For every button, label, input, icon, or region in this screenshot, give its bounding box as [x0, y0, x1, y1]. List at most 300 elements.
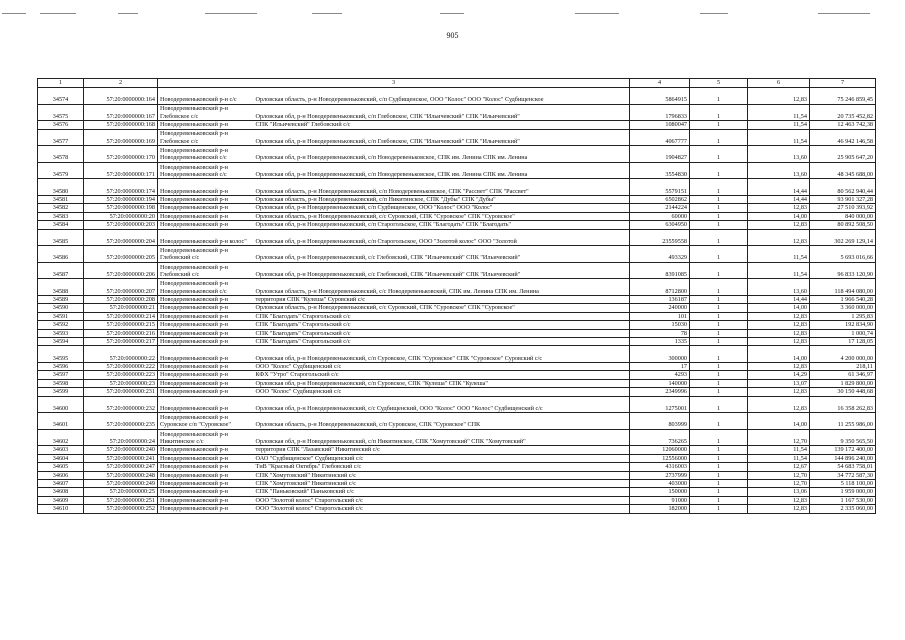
- location-cell: [158, 162, 630, 179]
- area-value: 12060000: [630, 446, 690, 454]
- location-cell: [158, 321, 630, 329]
- unit-price: 13,60: [748, 279, 810, 296]
- quantity-value: 1: [690, 295, 748, 303]
- area-value: 240000: [630, 304, 690, 312]
- unit-price: 12,83: [748, 338, 810, 346]
- area-value: 5579151: [630, 179, 690, 196]
- row-number: 34580: [38, 179, 84, 196]
- location-cell: [158, 346, 630, 363]
- table-row: [38, 88, 876, 105]
- area-value: 78: [630, 329, 690, 337]
- cadastral-number: 57:20:0000000:240: [84, 446, 158, 454]
- column-header: 2: [84, 79, 158, 88]
- district-text: Новодеревеньковский р-н: [160, 338, 228, 345]
- scan-artifact-line: [0, 13, 905, 17]
- area-value: 1275001: [630, 396, 690, 413]
- address-text: Орловская область, р-н Новодеревеньковский, с/п Новодеревеньковское, СПК "Рассвет" СПК "Рассвет": [255, 187, 529, 195]
- location-cell: [158, 388, 630, 396]
- table-row: [38, 488, 876, 496]
- row-number: 34583: [38, 212, 84, 220]
- row-number: 34588: [38, 279, 84, 296]
- area-value: 4316003: [630, 463, 690, 471]
- district-text: Новодеревеньковский р-н: [160, 388, 228, 396]
- area-value: 300000: [630, 346, 690, 363]
- area-value: 15030: [630, 321, 690, 329]
- total-value: 25 905 647,20: [810, 146, 876, 163]
- quantity-value: 1: [690, 195, 748, 203]
- location-cell: [158, 295, 630, 303]
- total-value: 218,11: [810, 363, 876, 371]
- row-number: 34585: [38, 229, 84, 246]
- total-value: 144 896 240,00: [810, 454, 876, 462]
- area-value: 140000: [630, 379, 690, 387]
- district-text: Новодеревеньковский р-н: [160, 212, 228, 220]
- address-text: Орловская обл, р-н Новодеревеньковский, с/п Новодеревеньковское, СПК им. Ленина СПК им. Ленина: [255, 170, 528, 178]
- total-value: 48 345 688,00: [810, 162, 876, 179]
- total-value: 1 829 800,00: [810, 379, 876, 387]
- cadastral-number: 57:20:0000000:171: [84, 162, 158, 179]
- location-cell: [158, 505, 630, 513]
- district-text: Новодеревеньковский р-н: [160, 379, 228, 387]
- row-number: 34597: [38, 371, 84, 379]
- table-row: [38, 363, 876, 371]
- quantity-value: 1: [690, 212, 748, 220]
- table-row: [38, 463, 876, 471]
- quantity-value: 1: [690, 429, 748, 446]
- district-text: Новодеревеньковский р-н: [160, 195, 228, 203]
- total-value: 75 246 859,45: [810, 88, 876, 105]
- unit-price: 12,83: [748, 496, 810, 504]
- address-text: Орловская область, р-н Новодеревеньковский, с/п Судбищенское, ООО "Колос" ООО "Колос" Судбищенское: [255, 96, 544, 104]
- area-value: 150000: [630, 488, 690, 496]
- cadastral-number: 57:20:0000000:235: [84, 413, 158, 430]
- table-row: [38, 429, 876, 446]
- row-number: 34599: [38, 388, 84, 396]
- total-value: 11 255 986,00: [810, 413, 876, 430]
- address-text: Орловская обл, р-н Новодеревеньковский, с/п Старогольское, СПК "Благодать" СПК "Благодать": [255, 221, 511, 229]
- location-cell: [158, 471, 630, 479]
- location-cell: [158, 396, 630, 413]
- address-text: СПК "Ильичевский" Глебовский с/с: [255, 121, 351, 129]
- address-text: Орловская обл, р-н Новодеревеньковский, с/п Глебовское, СПК "Ильичевский" СПК "Ильичевский": [255, 137, 520, 145]
- cadastral-number: 57:20:0000000:22: [84, 346, 158, 363]
- quantity-value: 1: [690, 505, 748, 513]
- row-number: 34591: [38, 312, 84, 320]
- total-value: 840 000,00: [810, 212, 876, 220]
- location-cell: [158, 363, 630, 371]
- area-value: 803999: [630, 413, 690, 430]
- quantity-value: 1: [690, 371, 748, 379]
- row-number: 34608: [38, 488, 84, 496]
- address-text: Орловская обл, р-н Новодеревеньковский, с/п Суровское, СПК "Суровское" СПК "Суровское" Суровский с/с: [255, 354, 543, 362]
- table-row: [38, 388, 876, 396]
- district-text: Новодеревеньковский р-н: [160, 295, 228, 303]
- district-text: Новодеревеньковский р-н Новодеревеньковский с/с: [160, 280, 228, 295]
- table-row: [38, 179, 876, 196]
- quantity-value: 1: [690, 129, 748, 146]
- address-text: ООО "Колос" Судбищенский с/с: [255, 363, 342, 370]
- address-text: Орловская область, р-н Новодеревеньковский, с/с Суровский, СПК "Суровское" СПК "Суровское": [255, 212, 515, 220]
- row-number: 34593: [38, 329, 84, 337]
- address-text: Орловская обл, р-н Новодеревеньковский, с/п Старогольское, ООО "Золотой колос" ООО "Золотой: [255, 237, 517, 245]
- unit-price: 11,54: [748, 104, 810, 121]
- unit-price: 12,67: [748, 463, 810, 471]
- unit-price: 12,83: [748, 505, 810, 513]
- area-value: 5864915: [630, 88, 690, 105]
- total-value: 80 892 508,50: [810, 221, 876, 229]
- quantity-value: 1: [690, 204, 748, 212]
- address-text: Орловская обл, р-н Новодеревеньковский, с/п Судбищенское, ООО "Колос" ООО "Колос": [255, 204, 493, 212]
- district-text: Новодеревеньковский р-н: [160, 404, 228, 412]
- table-row: [38, 129, 876, 146]
- location-cell: [158, 329, 630, 337]
- total-value: 1 000,74: [810, 329, 876, 337]
- table-row: [38, 146, 876, 163]
- total-value: 1 959 000,00: [810, 488, 876, 496]
- cadastral-number: 57:20:0000000:203: [84, 221, 158, 229]
- address-text: СПК "Благодать" Старогольский с/с: [255, 321, 351, 329]
- table-row: [38, 329, 876, 337]
- quantity-value: 1: [690, 388, 748, 396]
- row-number: 34596: [38, 363, 84, 371]
- district-text: Новодеревеньковский р-н Суровское с/п "Суровское": [160, 414, 231, 429]
- address-text: ООО "Золотой колос" Старогольский с/с: [255, 505, 363, 513]
- address-text: Орловская обл, р-н Новодеревеньковский, с/п Новодеревеньковское, СПК им. Ленина СПК им. Ленина: [255, 154, 528, 162]
- unit-price: 12,83: [748, 396, 810, 413]
- district-text: Новодеревеньковский р-н: [160, 304, 228, 312]
- location-cell: [158, 104, 630, 121]
- quantity-value: 1: [690, 471, 748, 479]
- table-row: [38, 221, 876, 229]
- column-header: 3: [158, 79, 630, 88]
- row-number: 34594: [38, 338, 84, 346]
- row-number: 34578: [38, 146, 84, 163]
- cadastral-number: 57:20:0000000:20: [84, 212, 158, 220]
- cadastral-number: 57:20:0000000:25: [84, 488, 158, 496]
- table-row: [38, 312, 876, 320]
- table-row: [38, 162, 876, 179]
- cadastral-number: 57:20:0000000:24: [84, 429, 158, 446]
- row-number: 34581: [38, 195, 84, 203]
- cadastral-number: 57:20:0000000:223: [84, 371, 158, 379]
- row-number: 34601: [38, 413, 84, 430]
- location-cell: [158, 204, 630, 212]
- location-cell: [158, 212, 630, 220]
- district-text: Новодеревеньковский р-н: [160, 496, 228, 504]
- row-number: 34607: [38, 480, 84, 488]
- area-value: 8712800: [630, 279, 690, 296]
- district-text: Новодеревеньковский р-н: [160, 371, 228, 379]
- district-text: Новодеревеньковский р-н Глебовский с/с: [160, 263, 228, 278]
- address-text: Орловская обл, р-н Новодеревеньковский, с/с Судбищенский, ООО "Колос" ООО "Колос" Судбищенский с/с: [255, 404, 543, 412]
- quantity-value: 1: [690, 104, 748, 121]
- area-value: 3554830: [630, 162, 690, 179]
- unit-price: 12,83: [748, 388, 810, 396]
- cadastral-number: 57:20:0000000:222: [84, 363, 158, 371]
- table-row: [38, 295, 876, 303]
- address-text: Орловская обл, р-н Новодеревеньковский, с/п Суровское, СПК "Кулеша" СПК "Кулеша": [255, 379, 488, 387]
- table-row: [38, 454, 876, 462]
- area-value: 1796833: [630, 104, 690, 121]
- unit-price: 11,54: [748, 262, 810, 279]
- address-text: Орловская область, р-н Новодеревеньковский, с/п Никитинское, СПК "Дубы" СПК "Дубы": [255, 195, 496, 203]
- row-number: 34587: [38, 262, 84, 279]
- total-value: 192 834,90: [810, 321, 876, 329]
- quantity-value: 1: [690, 246, 748, 263]
- area-value: 1335: [630, 338, 690, 346]
- column-header: 6: [748, 79, 810, 88]
- unit-price: 14,00: [748, 212, 810, 220]
- table-row: [38, 480, 876, 488]
- address-text: ООО "Золотой колос" Старогольский с/с: [255, 496, 363, 504]
- location-cell: [158, 121, 630, 129]
- total-value: 118 494 080,00: [810, 279, 876, 296]
- cadastral-number: 57:20:0000000:206: [84, 262, 158, 279]
- cadastral-number: 57:20:0000000:174: [84, 179, 158, 196]
- location-cell: [158, 446, 630, 454]
- address-text: Орловская область, р-н Новодеревеньковский, с/с Суровский, СПК "Суровское" СПК "Суровское": [255, 304, 515, 312]
- column-header: 1: [38, 79, 84, 88]
- unit-price: 12,70: [748, 471, 810, 479]
- table-row: [38, 212, 876, 220]
- unit-price: 11,54: [748, 129, 810, 146]
- quantity-value: 1: [690, 446, 748, 454]
- unit-price: 12,70: [748, 480, 810, 488]
- cadastral-number: 57:20:0000000:167: [84, 104, 158, 121]
- row-number: 34603: [38, 446, 84, 454]
- address-text: Орловская область, р-н Новодеревеньковский, с/с Новодеревеньковский, СПК им. Ленина СПК им. Ленина: [255, 287, 539, 295]
- unit-price: 13,06: [748, 488, 810, 496]
- table-row: [38, 246, 876, 263]
- address-text: ТнВ "Красный Октябрь" Глебовский с/с: [255, 463, 362, 471]
- location-cell: [158, 262, 630, 279]
- area-value: 6304950: [630, 221, 690, 229]
- row-number: 34575: [38, 104, 84, 121]
- cadastral-number: 57:20:0000000:170: [84, 146, 158, 163]
- district-text: Новодеревеньковский р-н: [160, 363, 228, 370]
- cadastral-number: 57:20:0000000:205: [84, 246, 158, 263]
- cadastral-number: 57:20:0000000:248: [84, 471, 158, 479]
- quantity-value: 1: [690, 379, 748, 387]
- cadastral-number: 57:20:0000000:232: [84, 396, 158, 413]
- row-number: 34610: [38, 505, 84, 513]
- quantity-value: 1: [690, 312, 748, 320]
- district-text: Новодеревеньковский р-н Глебовское с/с: [160, 130, 228, 145]
- quantity-value: 1: [690, 221, 748, 229]
- total-value: 139 172 400,00: [810, 446, 876, 454]
- address-text: Орловская обл, р-н Новодеревеньковский, с/п Никитинское, СПК "Хомутовский" СПК "Хомутовский": [255, 438, 526, 445]
- address-text: территория СПК "Лазавский" Никитинский с/с: [255, 446, 380, 454]
- address-text: КФХ "Утро" Старогольский с/с: [255, 371, 339, 379]
- unit-price: 14,00: [748, 413, 810, 430]
- location-cell: [158, 429, 630, 446]
- total-value: 54 683 758,01: [810, 463, 876, 471]
- cadastral-number: 57:20:0000000:249: [84, 480, 158, 488]
- quantity-value: 1: [690, 363, 748, 371]
- area-value: 91000: [630, 496, 690, 504]
- address-text: территория СПК "Кулеша" Суровский с/с: [255, 295, 365, 303]
- quantity-value: 1: [690, 262, 748, 279]
- table-row: [38, 338, 876, 346]
- unit-price: 14,29: [748, 371, 810, 379]
- address-text: СПК "Хомутовский" Никитинский с/с: [255, 480, 357, 488]
- unit-price: 11,54: [748, 446, 810, 454]
- total-value: 4 200 000,00: [810, 346, 876, 363]
- unit-price: 12,83: [748, 312, 810, 320]
- location-cell: [158, 338, 630, 346]
- district-text: Новодеревеньковский р-н колос": [160, 237, 247, 245]
- location-cell: [158, 304, 630, 312]
- cadastral-number: 57:20:0000000:231: [84, 388, 158, 396]
- area-value: 493329: [630, 246, 690, 263]
- district-text: Новодеревеньковский р-н: [160, 204, 228, 212]
- unit-price: 14,44: [748, 195, 810, 203]
- district-text: Новодеревеньковский р-н: [160, 446, 228, 454]
- area-value: 2737999: [630, 471, 690, 479]
- area-value: 23559558: [630, 229, 690, 246]
- unit-price: 14,44: [748, 295, 810, 303]
- address-text: Орловская обл, р-н Новодеревеньковский, с/п Глебовское, СПК "Ильичевский" СПК "Ильичевский": [255, 112, 520, 120]
- district-text: Новодеревеньковский р-н: [160, 354, 228, 362]
- district-text: Новодеревеньковский р-н: [160, 463, 228, 471]
- quantity-value: 1: [690, 496, 748, 504]
- cadastral-number: 57:20:0000000:169: [84, 129, 158, 146]
- column-header: 4: [630, 79, 690, 88]
- district-text: Новодеревеньковский р-н Глебовский с/с: [160, 246, 228, 262]
- table-row: [38, 262, 876, 279]
- table-row: [38, 321, 876, 329]
- location-cell: [158, 480, 630, 488]
- cadastral-number: 57:20:0000000:164: [84, 88, 158, 105]
- unit-price: 12,83: [748, 88, 810, 105]
- table-row: [38, 413, 876, 430]
- address-text: ООО "Колос" Судбищенский с/с: [255, 388, 342, 396]
- area-value: 136187: [630, 295, 690, 303]
- total-value: 93 901 327,28: [810, 195, 876, 203]
- location-cell: [158, 229, 630, 246]
- cadastral-number: 57:20:0000000:194: [84, 195, 158, 203]
- cadastral-number: 57:20:0000000:214: [84, 312, 158, 320]
- table-row: [38, 371, 876, 379]
- unit-price: 11,54: [748, 454, 810, 462]
- quantity-value: 1: [690, 488, 748, 496]
- row-number: 34604: [38, 454, 84, 462]
- total-value: 96 833 120,90: [810, 262, 876, 279]
- quantity-value: 1: [690, 338, 748, 346]
- area-value: 2349996: [630, 388, 690, 396]
- district-text: Новодеревеньковский р-н: [160, 454, 228, 462]
- row-number: 34577: [38, 129, 84, 146]
- total-value: 3 360 000,00: [810, 304, 876, 312]
- table-row: [38, 505, 876, 513]
- address-text: СПК "Благодать" Старогольский с/с: [255, 312, 351, 320]
- district-text: Новодеревеньковский р-н: [160, 471, 228, 479]
- location-cell: [158, 371, 630, 379]
- area-value: 17: [630, 363, 690, 371]
- cadastral-number: 57:20:0000000:216: [84, 329, 158, 337]
- cadastral-number: 57:20:0000000:168: [84, 121, 158, 129]
- district-text: Новодеревеньковский р-н: [160, 505, 228, 513]
- quantity-value: 1: [690, 321, 748, 329]
- address-text: Орловская область, р-н Новодеревеньковский, с/п Суровское, СПК "Суровское" СПК: [255, 421, 481, 429]
- unit-price: 13,60: [748, 162, 810, 179]
- row-number: 34590: [38, 304, 84, 312]
- total-value: 16 358 262,83: [810, 396, 876, 413]
- row-number: 34589: [38, 295, 84, 303]
- quantity-value: 1: [690, 229, 748, 246]
- cadastral-number: 57:20:0000000:23: [84, 379, 158, 387]
- location-cell: [158, 463, 630, 471]
- location-cell: [158, 413, 630, 430]
- quantity-value: 1: [690, 346, 748, 363]
- quantity-value: 1: [690, 162, 748, 179]
- location-cell: [158, 496, 630, 504]
- location-cell: [158, 379, 630, 387]
- area-value: 1904827: [630, 146, 690, 163]
- row-number: 34579: [38, 162, 84, 179]
- area-value: 4293: [630, 371, 690, 379]
- district-text: Новодеревеньковский р-н: [160, 480, 228, 488]
- unit-price: 12,83: [748, 329, 810, 337]
- table-row: [38, 229, 876, 246]
- row-number: 34600: [38, 396, 84, 413]
- total-value: 61 346,97: [810, 371, 876, 379]
- unit-price: 12,83: [748, 221, 810, 229]
- row-number: 34595: [38, 346, 84, 363]
- row-number: 34598: [38, 379, 84, 387]
- address-text: СПК "Благодать" Старогольский с/с: [255, 329, 351, 337]
- quantity-value: 1: [690, 480, 748, 488]
- area-value: 6502862: [630, 195, 690, 203]
- total-value: 27 510 393,92: [810, 204, 876, 212]
- total-value: 46 942 146,58: [810, 129, 876, 146]
- cadastral-number: 57:20:0000000:21: [84, 304, 158, 312]
- quantity-value: 1: [690, 413, 748, 430]
- unit-price: 13,60: [748, 146, 810, 163]
- registry-table: [37, 78, 876, 514]
- column-header: 7: [810, 79, 876, 88]
- unit-price: 14,44: [748, 179, 810, 196]
- column-header: 5: [690, 79, 748, 88]
- cadastral-number: 57:20:0000000:241: [84, 454, 158, 462]
- area-value: 2144224: [630, 204, 690, 212]
- row-number: 34574: [38, 88, 84, 105]
- cadastral-number: 57:20:0000000:198: [84, 204, 158, 212]
- total-value: 12 463 742,38: [810, 121, 876, 129]
- district-text: Новодеревеньковский р-н с/с: [160, 96, 237, 104]
- cadastral-number: 57:20:0000000:247: [84, 463, 158, 471]
- table-row: [38, 121, 876, 129]
- row-number: 34584: [38, 221, 84, 229]
- cadastral-number: 57:20:0000000:217: [84, 338, 158, 346]
- area-value: 182000: [630, 505, 690, 513]
- unit-price: 11,54: [748, 121, 810, 129]
- unit-price: 12,83: [748, 363, 810, 371]
- quantity-value: 1: [690, 88, 748, 105]
- unit-price: 12,83: [748, 204, 810, 212]
- table-row: [38, 496, 876, 504]
- location-cell: [158, 146, 630, 163]
- quantity-value: 1: [690, 329, 748, 337]
- cadastral-number: 57:20:0000000:208: [84, 295, 158, 303]
- table-row: [38, 195, 876, 203]
- quantity-value: 1: [690, 121, 748, 129]
- address-text: СПК "Благодать" Старогольский с/с: [255, 338, 351, 345]
- table-row: [38, 471, 876, 479]
- total-value: 5 693 016,66: [810, 246, 876, 263]
- area-value: 8391085: [630, 262, 690, 279]
- cadastral-number: 57:20:0000000:207: [84, 279, 158, 296]
